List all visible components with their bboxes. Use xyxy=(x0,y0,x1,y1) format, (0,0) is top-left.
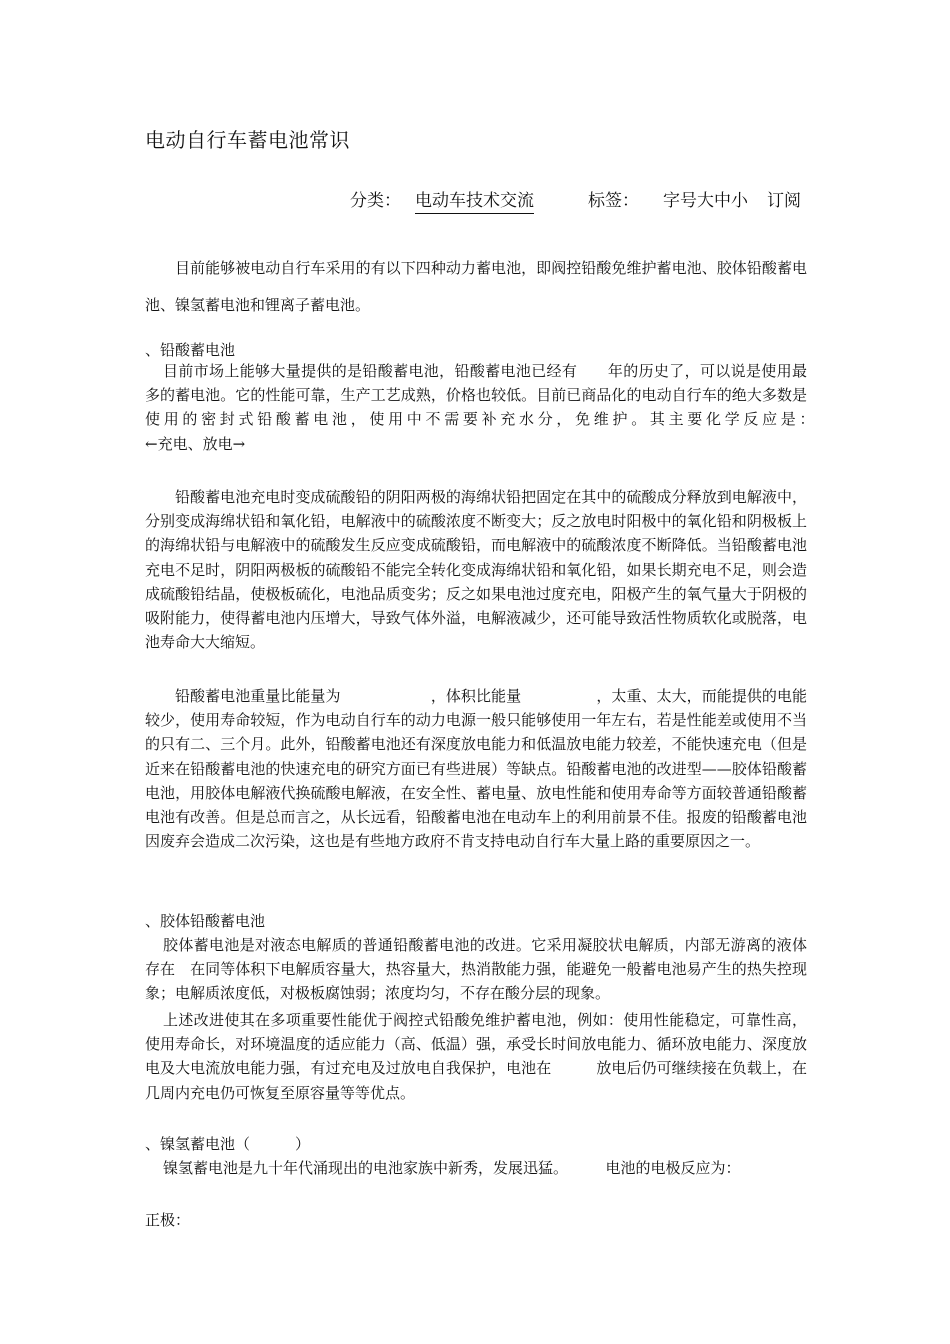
subscribe-link[interactable]: 订阅 xyxy=(767,191,801,211)
section1-paragraph-2: 铅酸蓄电池充电时变成硫酸铅的阴阳两极的海绵状铅把固定在其中的硫酸成分释放到电解液中，分别变成海绵状铅和氧化铅，电解液中的硫酸浓度不断变大；反之放电时阳极中的氧化铅和阴极板上的海绵状铅与电解液中的硫酸发生反应变成硫酸铅，而电解液中的硫酸浓度不断降低。当铅酸蓄电池充电不足时，阴阳两极板的硫酸铅不能完全转化变成海绵状铅和氧化铅，如果长期充电不足，则会造成硫酸铅结晶，使极板硫化，电池品质变劣；反之如果电池过度充电，阳极产生的氧气量大于阴极的吸附能力，使得蓄电池内压增大，导致气体外溢，电解液减少，还可能导致活性物质软化或脱落，电池寿命大大缩短。 xyxy=(145,488,807,652)
intro-paragraph: 目前能够被电动自行车采用的有以下四种动力蓄电池，即阀控铅酸免维护蓄电池、胶体铅酸蓄电池、镍氢蓄电池和锂离子蓄电池。 xyxy=(145,259,807,314)
category-label: 分类： xyxy=(350,191,401,211)
section3-heading: 、镍氢蓄电池（ ） xyxy=(145,1135,311,1153)
positive-electrode-label: 正极： xyxy=(145,1211,191,1229)
font-size-selector[interactable]: 字号大中小 xyxy=(663,191,748,211)
section1-paragraph-1: 目前市场上能够大量提供的是铅酸蓄电池，铅酸蓄电池已经有 年的历史了，可以说是使用最多的蓄电池。它的性能可靠，生产工艺成熟，价格也较低。目前已商品化的电动自行车的绝大多数是使用的密封式铅酸蓄电池，使用中不需要补充水分，免维护。其主要化学反应是： ←充电、放电→ xyxy=(145,362,928,453)
section1-heading: 、铅酸蓄电池 xyxy=(145,341,236,359)
tags-label: 标签： xyxy=(588,191,639,211)
section2-paragraph-1: 胶体蓄电池是对液态电解质的普通铅酸蓄电池的改进。它采用凝胶状电解质，内部无游离的液体存在 在同等体积下电解质容量大，热容量大，热消散能力强，能避免一般蓄电池易产生的热失控现象；电解质浓度低，对极板腐蚀弱；浓度均匀，不存在酸分层的现象。 xyxy=(145,936,807,1003)
document-title: 电动自行车蓄电池常识 xyxy=(145,128,350,152)
section2-heading: 、胶体铅酸蓄电池 xyxy=(145,912,266,930)
section2-paragraph-2: 上述改进使其在多项重要性能优于阀控式铅酸免维护蓄电池，例如：使用性能稳定，可靠性高，使用寿命长，对环境温度的适应能力（高、低温）强，承受长时间放电能力、循环放电能力、深度放电及大电流放电能力强，有过充电及过放电自我保护，电池在 放电后仍可继续接在负载上，在几周内充电仍可恢复至原容量等等优点。 xyxy=(145,1011,807,1102)
category-link[interactable]: 电动车技术交流 xyxy=(415,186,534,214)
section3-paragraph-1: 镍氢蓄电池是九十年代涌现出的电池家族中新秀，发展迅猛。 电池的电极反应为： xyxy=(163,1159,741,1177)
section1-paragraph-3: 铅酸蓄电池重量比能量为 ，体积比能量 ，太重、太大，而能提供的电能较少，使用寿命较短，作为电动自行车的动力电源一般只能够使用一年左右，若是性能差或使用不当的只有二、三个月。此外，铅酸蓄电池还有深度放电能力和低温放电能力较差，不能快速充电（但是近来在铅酸蓄电池的快速充电的研究方面已有些进展）等缺点。铅酸蓄电池的改进型——胶体铅酸蓄电池，用胶体电解液代换硫酸电解液，在安全性、蓄电量、放电性能和使用寿命等方面较普通铅酸蓄电池有改善。但是总而言之，从长远看，铅酸蓄电池在电动车上的利用前景不佳。报废的铅酸蓄电池因废弃会造成二次污染，这也是有些地方政府不肯支持电动自行车大量上路的重要原因之一。 xyxy=(145,687,807,851)
